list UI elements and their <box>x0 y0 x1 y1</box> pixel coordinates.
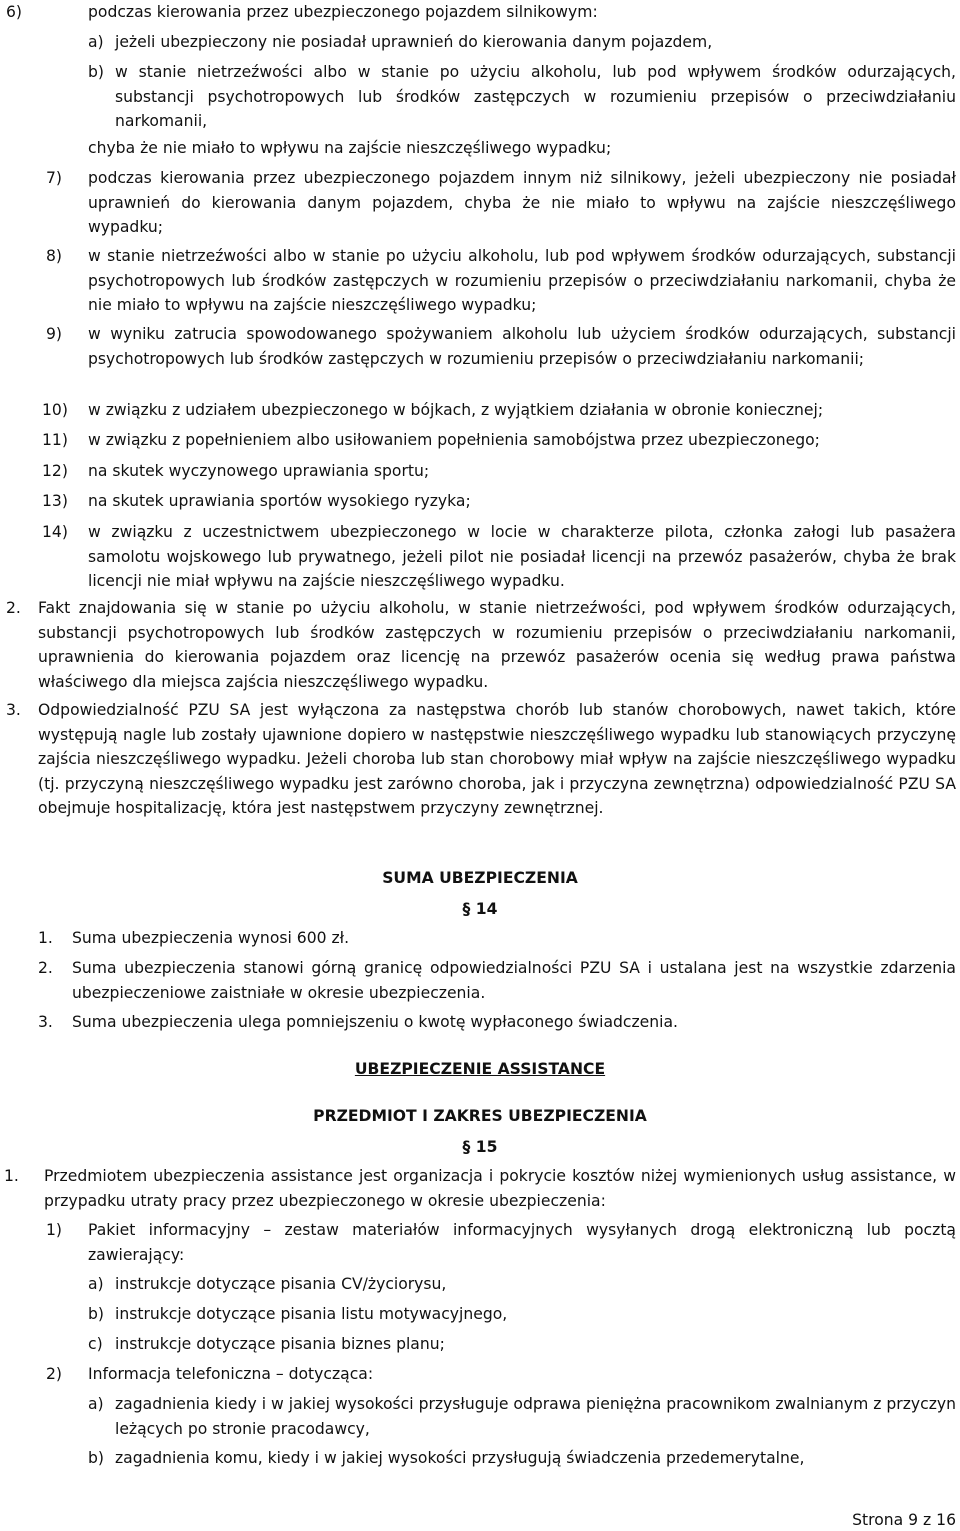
paragraph <box>6 596 956 694</box>
item-text: na skutek wyczynowego uprawiania sportu; <box>88 462 430 480</box>
item-number: 2) <box>46 1365 63 1383</box>
list-item <box>38 1010 956 1035</box>
list-item <box>88 1332 956 1357</box>
item-number: 13) <box>42 492 68 510</box>
item-text: zagadnienia kiedy i w jakiej wysokości przysługuje odprawa pieniężna pracownikom zwalnianym z przyczyn leżących po stronie pracodawcy, <box>115 1395 956 1438</box>
paragraph-text: Odpowiedzialność PZU SA jest wyłączona za następstwa chorób lub stanów chorobowych, nawet takich, które występują nagle lub zostały ujawnione dopiero w następstwie nieszczęśliwego wypadku lub stanowiących przyczynę zajścia nieszczęśliwego wypadku. Jeżeli choroba lub stan chorobowy miał wpływ na zajście nieszczęśliwego wypadku (tj. przyczyną nieszczęśliwego wypadku jest zarówno choroba, jak i przyczyna zewnętrzna) odpowiedzialność PZU SA obejmuje hospitalizację, która jest następstwem przyczyny zewnętrznej. <box>38 701 956 817</box>
item-number: 8) <box>46 247 63 265</box>
item-text: Informacja telefoniczna – dotycząca: <box>88 1365 374 1383</box>
list-item <box>42 520 956 594</box>
item-text: w związku z popełnieniem albo usiłowaniem popełnienia samobójstwa przez ubezpieczonego; <box>88 431 820 449</box>
list-item <box>46 244 956 318</box>
list-item <box>46 1362 956 1387</box>
item-number: 1) <box>46 1221 63 1239</box>
item-text: instrukcje dotyczące pisania listu motywacyjnego, <box>115 1305 508 1323</box>
list-item <box>42 428 956 453</box>
item-text: w wyniku zatrucia spowodowanego spożywaniem alkoholu lub użyciem środków odurzających, substancji psychotropowych lub środków zastępczych w rozumieniu przepisów o przeciwdziałaniu narkomanii; <box>88 325 956 368</box>
section-heading-assistance: UBEZPIECZENIE ASSISTANCE <box>354 1060 606 1078</box>
item-number: a) <box>88 33 104 51</box>
paragraph-number: 3. <box>6 701 21 719</box>
item-number: 6) <box>6 3 23 21</box>
list-item <box>46 322 956 371</box>
item-text: jeżeli ubezpieczony nie posiadał uprawnień do kierowania danym pojazdem, <box>115 33 713 51</box>
item-text: na skutek uprawiania sportów wysokiego ryzyka; <box>88 492 471 510</box>
list-item <box>88 1446 956 1471</box>
paragraph <box>4 1164 956 1213</box>
item-number: b) <box>88 1305 104 1323</box>
paragraph-text: Przedmiotem ubezpieczenia assistance jest organizacja i pokrycie kosztów niżej wymienionych usług assistance, w przypadku utraty pracy przez ubezpieczonego w okresie ubezpieczenia: <box>44 1167 956 1210</box>
list-item <box>46 1218 956 1267</box>
item-number: 7) <box>46 169 63 187</box>
item-text: Suma ubezpieczenia wynosi 600 zł. <box>72 929 350 947</box>
list-item <box>42 459 956 484</box>
item-number: a) <box>88 1395 104 1413</box>
list-item <box>38 956 956 1005</box>
list-item <box>6 0 954 25</box>
list-item <box>88 136 956 161</box>
list-item <box>88 60 956 134</box>
paragraph-text: Fakt znajdowania się w stanie po użyciu alkoholu, w stanie nietrzeźwości, pod wpływem środków odurzających, substancji psychotropowych lub środków zastępczych w rozumieniu przepisów o przeciwdziałaniu narkomanii, uprawnienia do kierowania pojazdem oraz licencję na przewóz pasażerów ocenia się według prawa państwa właściwego dla miejsca zajścia nieszczęśliwego wypadku. <box>38 599 956 691</box>
section-heading: SUMA UBEZPIECZENIA <box>382 869 578 887</box>
item-text: w związku z udziałem ubezpieczonego w bójkach, z wyjątkiem działania w obronie koniecznej; <box>88 401 824 419</box>
paragraph <box>6 698 956 821</box>
item-number: 14) <box>42 523 68 541</box>
section-number: § 15 <box>462 1138 498 1156</box>
item-text: instrukcje dotyczące pisania CV/życiorysu, <box>115 1275 447 1293</box>
item-number: 1. <box>38 929 53 947</box>
item-number: b) <box>88 1449 104 1467</box>
paragraph-number: 1. <box>4 1167 19 1185</box>
item-text: Pakiet informacyjny – zestaw materiałów informacyjnych wysyłanych drogą elektroniczną lub pocztą zawierający: <box>88 1221 956 1264</box>
list-item <box>42 398 956 423</box>
list-item <box>88 1302 956 1327</box>
page-number-footer: Strona 9 z 16 <box>852 1511 956 1529</box>
section-heading: PRZEDMIOT I ZAKRES UBEZPIECZENIA <box>313 1107 647 1125</box>
item-number: 11) <box>42 431 68 449</box>
item-number: c) <box>88 1335 103 1353</box>
item-text: w związku z uczestnictwem ubezpieczonego w locie w charakterze pilota, członka załogi lub pasażera samolotu wojskowego lub prywatnego, jeżeli pilot nie posiadał licencji na przewóz pasażerów, chyba że brak licencji nie miał wpływu na zajście nieszczęśliwego wypadku. <box>88 523 956 590</box>
item-text: podczas kierowania przez ubezpieczonego pojazdem silnikowym: <box>88 3 598 21</box>
paragraph-number: 2. <box>6 599 21 617</box>
item-text: chyba że nie miało to wpływu na zajście nieszczęśliwego wypadku; <box>88 139 612 157</box>
list-item <box>46 166 956 240</box>
item-text: Suma ubezpieczenia stanowi górną granicę odpowiedzialności PZU SA i ustalana jest na wszystkie zdarzenia ubezpieczeniowe zaistniałe w okresie ubezpieczenia. <box>72 959 956 1002</box>
list-item <box>88 30 956 55</box>
list-item <box>88 1392 956 1441</box>
item-number: a) <box>88 1275 104 1293</box>
item-text: instrukcje dotyczące pisania biznes planu; <box>115 1335 445 1353</box>
item-number: 9) <box>46 325 63 343</box>
list-item <box>38 926 956 951</box>
item-text: w stanie nietrzeźwości albo w stanie po użyciu alkoholu, lub pod wpływem środków odurzających, substancji psychotropowych lub środków zastępczych w rozumieniu przepisów o przeciwdziałaniu narkomanii, <box>115 63 956 130</box>
list-item <box>42 489 956 514</box>
list-item <box>88 1272 956 1297</box>
item-text: w stanie nietrzeźwości albo w stanie po użyciu alkoholu, lub pod wpływem środków odurzających, substancji psychotropowych lub środków zastępczych w rozumieniu przepisów o przeciwdziałaniu narkomanii, chyba że nie miało to wpływu na zajście nieszczęśliwego wypadku; <box>88 247 956 314</box>
section-number: § 14 <box>462 900 498 918</box>
item-text: podczas kierowania przez ubezpieczonego pojazdem innym niż silnikowy, jeżeli ubezpieczony nie posiadał uprawnień do kierowania danym pojazdem, chyba że nie miało to wpływu na zajście nieszczęśliwego wypadku; <box>88 169 956 236</box>
item-text: zagadnienia komu, kiedy i w jakiej wysokości przysługują świadczenia przedemerytalne, <box>115 1449 805 1467</box>
item-number: 2. <box>38 959 53 977</box>
item-number: b) <box>88 63 104 81</box>
item-text: Suma ubezpieczenia ulega pomniejszeniu o kwotę wypłaconego świadczenia. <box>72 1013 678 1031</box>
item-number: 3. <box>38 1013 53 1031</box>
item-number: 12) <box>42 462 68 480</box>
item-number: 10) <box>42 401 68 419</box>
